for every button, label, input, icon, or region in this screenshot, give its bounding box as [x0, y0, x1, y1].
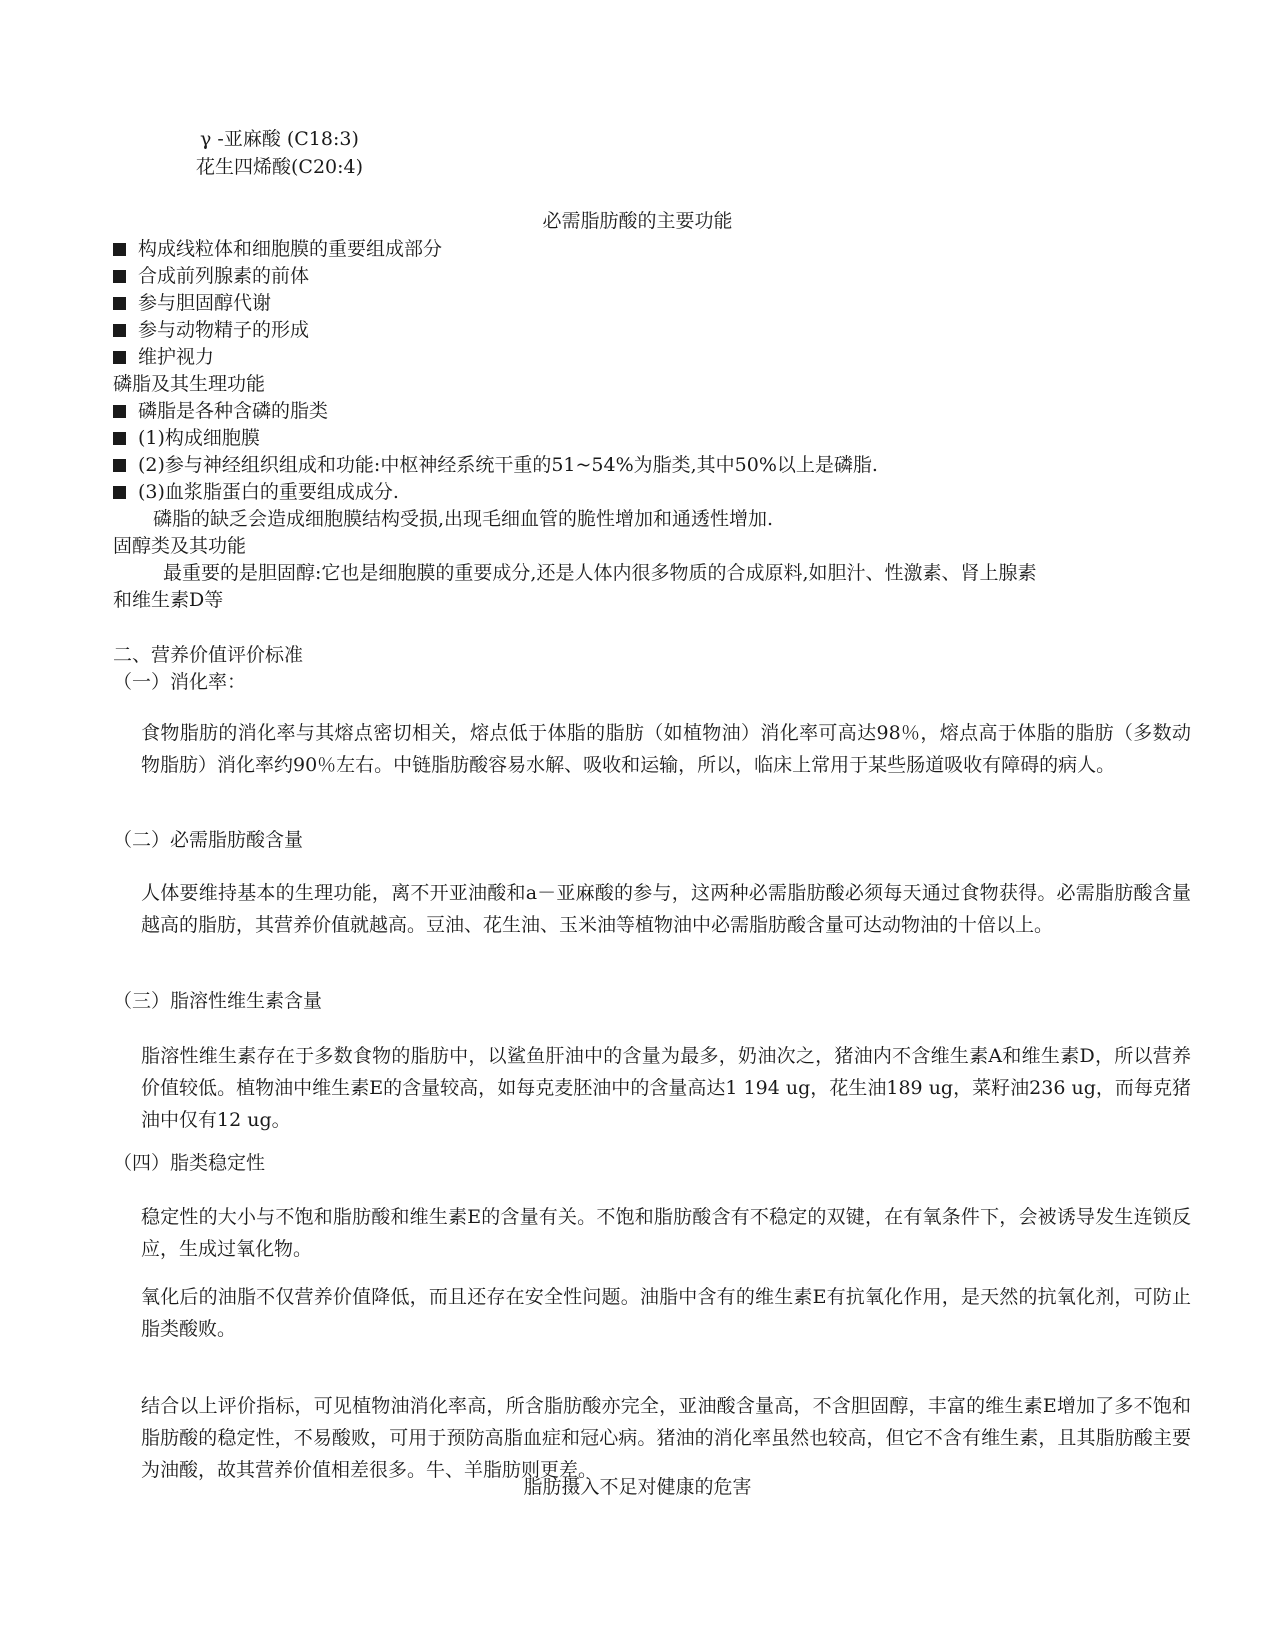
subsection-heading-vitamin-content: （三）脂溶性维生素含量	[113, 990, 323, 1012]
sterol-heading: 固醇类及其功能	[113, 535, 247, 557]
phospholipid-heading: 磷脂及其生理功能	[113, 373, 266, 395]
sterol-text-line1: 最重要的是胆固醇:它也是细胞膜的重要成分,还是人体内很多物质的合成原料,如胆汁、性激素、肾上腺素	[163, 562, 1037, 584]
square-bullet-icon	[113, 297, 126, 310]
efa-function-text: 合成前列腺素的前体	[138, 265, 310, 287]
phospholipid-text: (1)构成细胞膜	[138, 427, 260, 449]
efa-function-item	[113, 317, 309, 344]
efa-content-paragraph: 人体要维持基本的生理功能，离不开亚油酸和a－亚麻酸的参与，这两种必需脂肪酸必须每天通过食物获得。必需脂肪酸含量越高的脂肪，其营养价值就越高。豆油、花生油、玉米油等植物油中必需脂肪酸含量可达动物油的十倍以上。	[141, 882, 1191, 936]
square-bullet-icon	[113, 243, 126, 256]
square-bullet-icon	[113, 486, 126, 499]
phospholipid-text: (2)参与神经组织组成和功能:中枢神经系统干重的51~54%为脂类,其中50%以上是磷脂.	[138, 454, 878, 476]
fatty-acid-gamma-linolenic: γ -亚麻酸 (C18:3)	[200, 128, 359, 150]
phospholipid-item	[113, 425, 260, 452]
sterol-text-line2: 和维生素D等	[113, 589, 224, 611]
phospholipid-note: 磷脂的缺乏会造成细胞膜结构受损,出现毛细血管的脆性增加和通透性增加.	[153, 508, 774, 530]
efa-function-text: 构成线粒体和细胞膜的重要组成部分	[138, 238, 443, 260]
deficiency-heading: 脂肪摄入不足对健康的危害	[523, 1476, 752, 1498]
phospholipid-item	[113, 398, 328, 425]
subsection-heading-efa-content: （二）必需脂肪酸含量	[113, 829, 304, 851]
square-bullet-icon	[113, 270, 126, 283]
subsection-heading-digestibility: （一）消化率：	[113, 671, 247, 693]
efa-function-item	[113, 290, 271, 317]
digestibility-paragraph: 食物脂肪的消化率与其熔点密切相关，熔点低于体脂的脂肪（如植物油）消化率可高达98％，熔点高于体脂的脂肪（多数动物脂肪）消化率约90％左右。中链脂肪酸容易水解、吸收和运输，所以，临床上常用于某些肠道吸收有障碍的病人。	[141, 722, 1191, 776]
phospholipid-text: (3)血浆脂蛋白的重要组成成分.	[138, 481, 399, 503]
efa-function-item	[113, 236, 442, 263]
square-bullet-icon	[113, 324, 126, 337]
section-title: 二、营养价值评价标准	[113, 644, 304, 666]
summary-paragraph: 结合以上评价指标，可见植物油消化率高，所含脂肪酸亦完全，亚油酸含量高，不含胆固醇，丰富的维生素E增加了多不饱和脂肪酸的稳定性，不易酸败，可用于预防高脂血症和冠心病。猪油的消化率虽然也较高，但它不含有维生素，且其脂肪酸主要为油酸，故其营养价值相差很多。牛、羊脂肪则更差。	[141, 1395, 1191, 1481]
stability-paragraph-1: 稳定性的大小与不饱和脂肪酸和维生素E的含量有关。不饱和脂肪酸含有不稳定的双键，在有氧条件下，会被诱导发生连锁反应，生成过氧化物。	[141, 1206, 1191, 1260]
square-bullet-icon	[113, 432, 126, 445]
phospholipid-item	[113, 452, 878, 479]
efa-function-text: 维护视力	[138, 346, 215, 368]
efa-function-text: 参与胆固醇代谢	[138, 292, 272, 314]
vitamin-content-paragraph: 脂溶性维生素存在于多数食物的脂肪中，以鲨鱼肝油中的含量为最多，奶油次之，猪油内不含维生素A和维生素D，所以营养价值较低。植物油中维生素E的含量较高，如每克麦胚油中的含量高达1 194 ug，花生油189 ug，菜籽油236 ug，而每克猪油中仅有12 ug。	[141, 1045, 1191, 1131]
efa-function-text: 参与动物精子的形成	[138, 319, 310, 341]
subsection-heading-stability: （四）脂类稳定性	[113, 1152, 266, 1174]
efa-function-item	[113, 263, 309, 290]
fatty-acid-arachidonic: 花生四烯酸(C20:4)	[196, 156, 364, 178]
square-bullet-icon	[113, 405, 126, 418]
square-bullet-icon	[113, 351, 126, 364]
stability-paragraph-2: 氧化后的油脂不仅营养价值降低，而且还存在安全性问题。油脂中含有的维生素E有抗氧化作用，是天然的抗氧化剂，可防止脂类酸败。	[141, 1286, 1191, 1340]
efa-functions-title: 必需脂肪酸的主要功能	[542, 210, 733, 232]
efa-function-item	[113, 344, 214, 371]
phospholipid-item	[113, 479, 399, 506]
phospholipid-text: 磷脂是各种含磷的脂类	[138, 400, 329, 422]
square-bullet-icon	[113, 459, 126, 472]
